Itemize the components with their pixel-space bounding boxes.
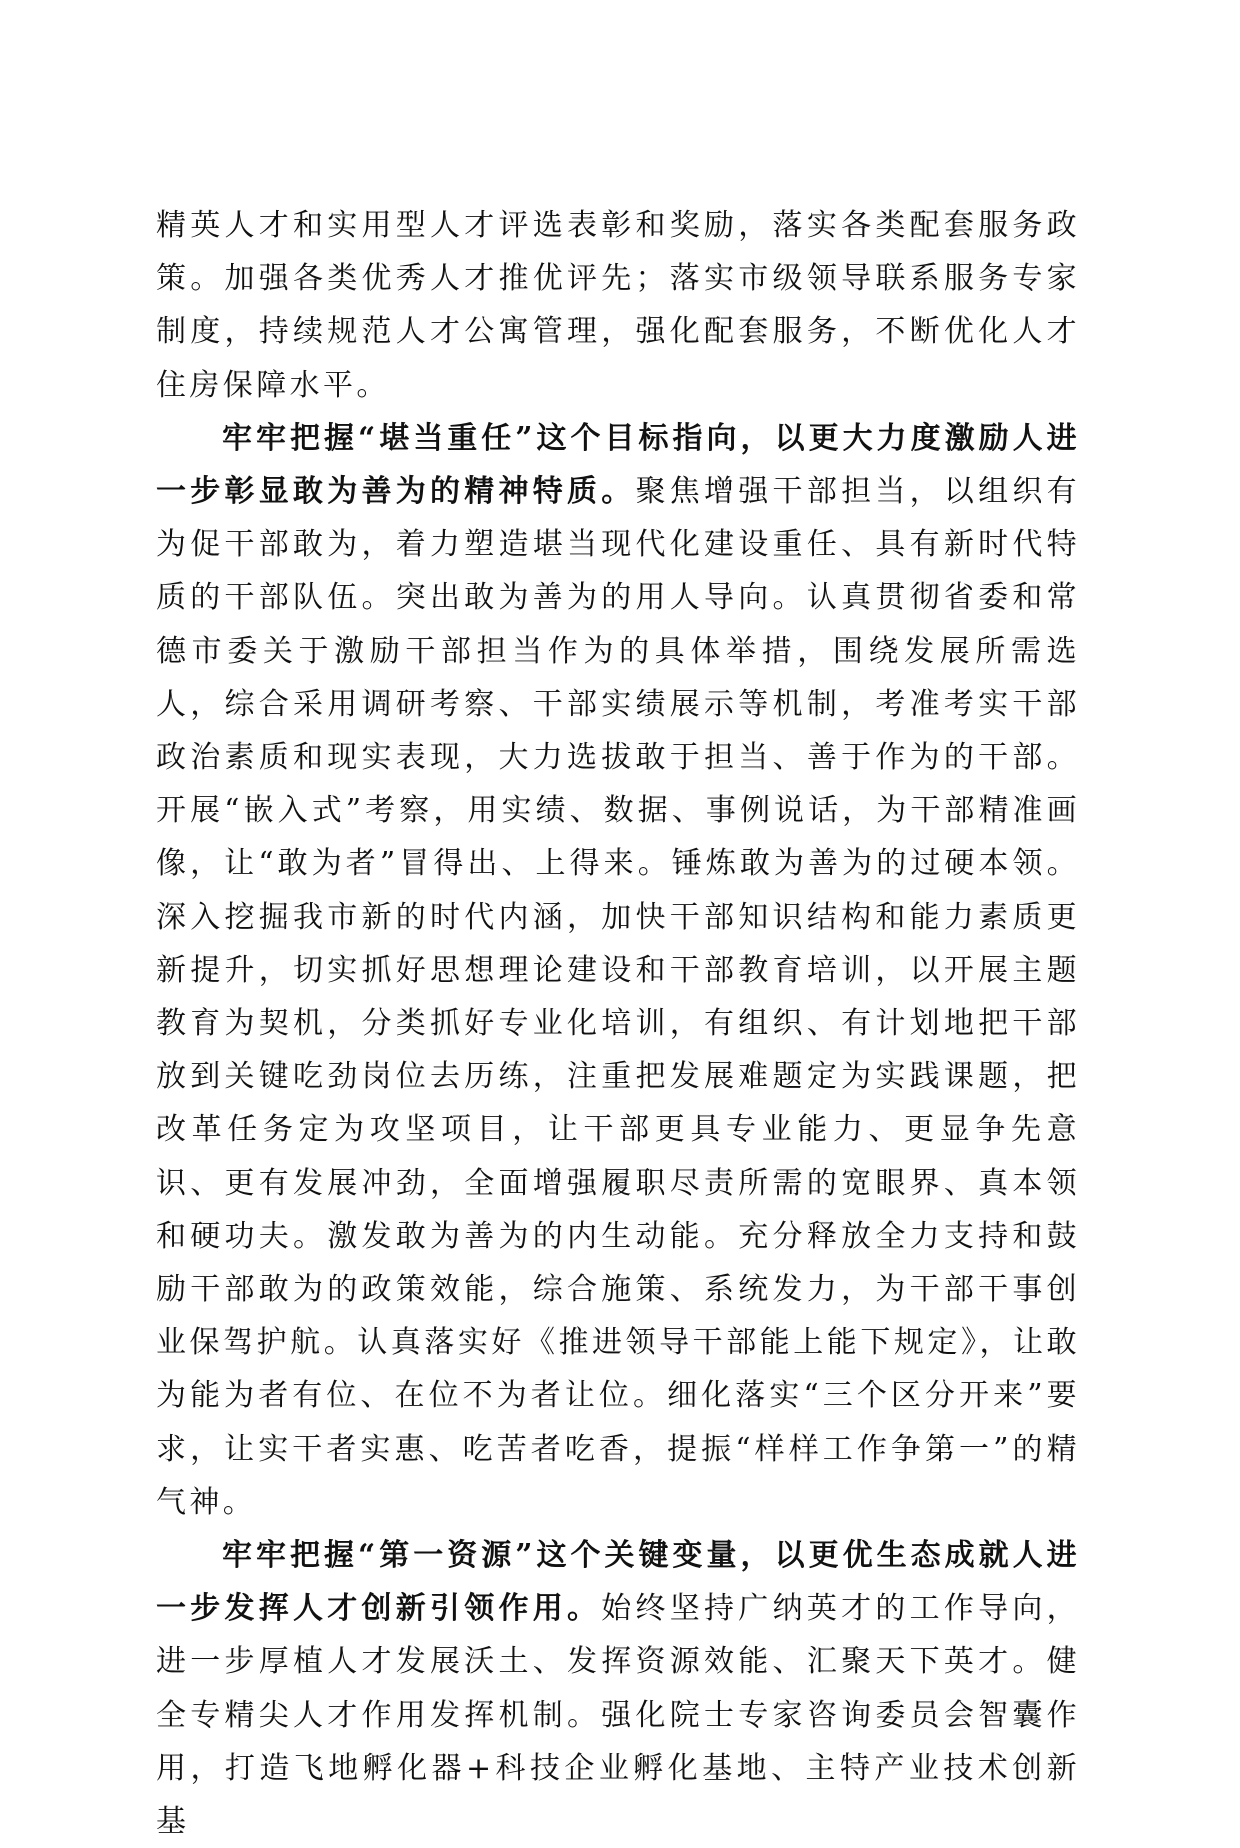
body-text xyxy=(156,199,1080,1848)
paragraph-3-text: 始终坚持广纳英才的工作导向，进一步厚植人才发展沃土、发挥资源效能、汇聚天下英才。健全专精尖人才作用发挥机制。强化院士专家咨询委员会智囊作用，打造飞地孵化器+科技企业孵化基地、主特产业技术创新基 xyxy=(156,1591,1080,1840)
paragraph-2 xyxy=(156,412,1080,1529)
paragraph-2-heading: 牢牢把握“堪当重任”这个目标指向，以更大力度激励人进一步彰显敢为善为的精神特质。 xyxy=(156,420,1080,510)
paragraph-1-text: 精英人才和实用型人才评选表彰和奖励，落实各类配套服务政策。加强各类优秀人才推优评先；落实市级领导联系服务专家制度，持续规范人才公寓管理，强化配套服务，不断优化人才住房保障水平。 xyxy=(156,208,1080,403)
paragraph-3 xyxy=(156,1529,1080,1848)
paragraph-2-text: 聚焦增强干部担当，以组织有为促干部敢为，着力塑造堪当现代化建设重任、具有新时代特质的干部队伍。突出敢为善为的用人导向。认真贯彻省委和常德市委关于激励干部担当作为的具体举措，围绕发展所需选人，综合采用调研考察、干部实绩展示等机制，考准考实干部政治素质和现实表现，大力选拔敢于担当、善于作为的干部。开展“嵌入式”考察，用实绩、数据、事例说话，为干部精准画像，让“敢为者”冒得出、上得来。锤炼敢为善为的过硬本领。深入挖掘我市新的时代内涵，加快干部知识结构和能力素质更新提升，切实抓好思想理论建设和干部教育培训，以开展主题教育为契机，分类抓好专业化培训，有组织、有计划地把干部放到关键吃劲岗位去历练，注重把发展难题定为实践课题，把改革任务定为攻坚项目，让干部更具专业能力、更显争先意识、更有发展冲劲，全面增强履职尽责所需的宽眼界、真本领和硬功夫。激发敢为善为的内生动能。充分释放全力支持和鼓励干部敢为的政策效能，综合施策、系统发力，为干部干事创业保驾护航。认真落实好《推进领导干部能上能下规定》，让敢为能为者有位、在位不为者让位。细化落实“三个区分开来”要求，让实干者实惠、吃苦者吃香，提振“样样工作争第一”的精气神。 xyxy=(156,474,1080,1520)
paragraph-1 xyxy=(156,199,1080,412)
paragraph-3-heading: 牢牢把握“第一资源”这个关键变量，以更优生态成就人进一步发挥人才创新引领作用。 xyxy=(156,1538,1080,1627)
